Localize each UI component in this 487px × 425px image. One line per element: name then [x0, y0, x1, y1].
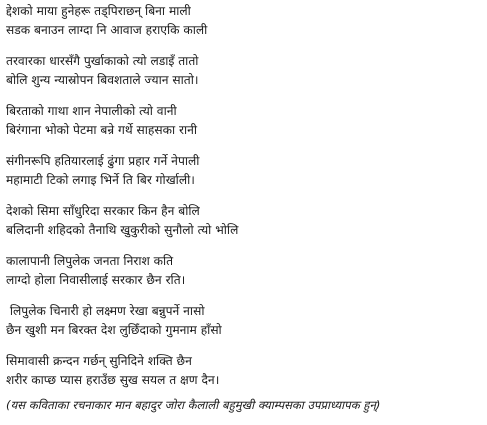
- poem-line: देशको सिमा साँधुरिदा सरकार किन हैन बोलि: [6, 204, 200, 218]
- poem-line: संगीनरूपि हतियारलाई ढुंगा प्रहार गर्ने नेपाली: [6, 154, 200, 168]
- author-note: (यस कविताका रचनाकार मान बहादुर जोरा कैलाली बहुमुखी क्याम्पसका उपप्राध्यापक हुन्): [6, 398, 381, 412]
- poem-line: सडक बनाउन लाग्दा नि आवाज हराएकि काली: [6, 23, 208, 37]
- poem-body: [6, 2, 484, 402]
- stanza-2: [6, 52, 484, 90]
- stanza-8: [6, 352, 484, 390]
- poem-line: द्देशको माया हुनेहरू तड्पिराछन् बिना माली: [6, 4, 191, 18]
- poem-line: बलिदानी शहिदको तैनाथि खुकुरीको सुनौलो त्यो भोलि: [6, 223, 239, 237]
- poem-line: बोलि शुन्य न्यास्रोपन बिवशताले ज्यान सातो।: [6, 73, 199, 87]
- poem-line: महामाटी टिको लगाइ भिर्ने ति बिर गोर्खाली।: [6, 173, 195, 187]
- poem-line: कालापानी लिपुलेक जनता निराश कति: [6, 254, 174, 268]
- poem-line: लाग्दो होला निवासीलाई सरकार छैन रति।: [6, 273, 186, 287]
- stanza-5: [6, 202, 484, 240]
- stanza-3: [6, 102, 484, 140]
- stanza-6: [6, 252, 484, 290]
- stanza-1: [6, 2, 484, 40]
- poem-line: लिपुलेक चिनारी हो लक्ष्मण रेखा बन्नुपर्ने नासो: [6, 304, 205, 318]
- poem-line: शरीर काप्छ प्यास हराउँछ सुख सयल त क्षण दैन।: [6, 373, 220, 387]
- poem-line: बिरंगाना भोको पेटमा बन्रे गर्थे साहसका रानी: [6, 123, 198, 137]
- poem-line: सिमावासी क्रन्दन गर्छन् सुनिदिने शक्ति छैन: [6, 354, 192, 368]
- poem-line: तरवारका धारसँगै पुर्खाकाको त्यो लडाइँ तातो: [6, 54, 199, 68]
- stanza-7: [6, 302, 484, 340]
- poem-line: बिरताको गाथा शान नेपालीको त्यो वानी: [6, 104, 177, 118]
- stanza-4: [6, 152, 484, 190]
- poem-line: छैन खुशी मन बिरक्त देश लुछिँदाको गुमनाम हाँसो: [6, 323, 222, 337]
